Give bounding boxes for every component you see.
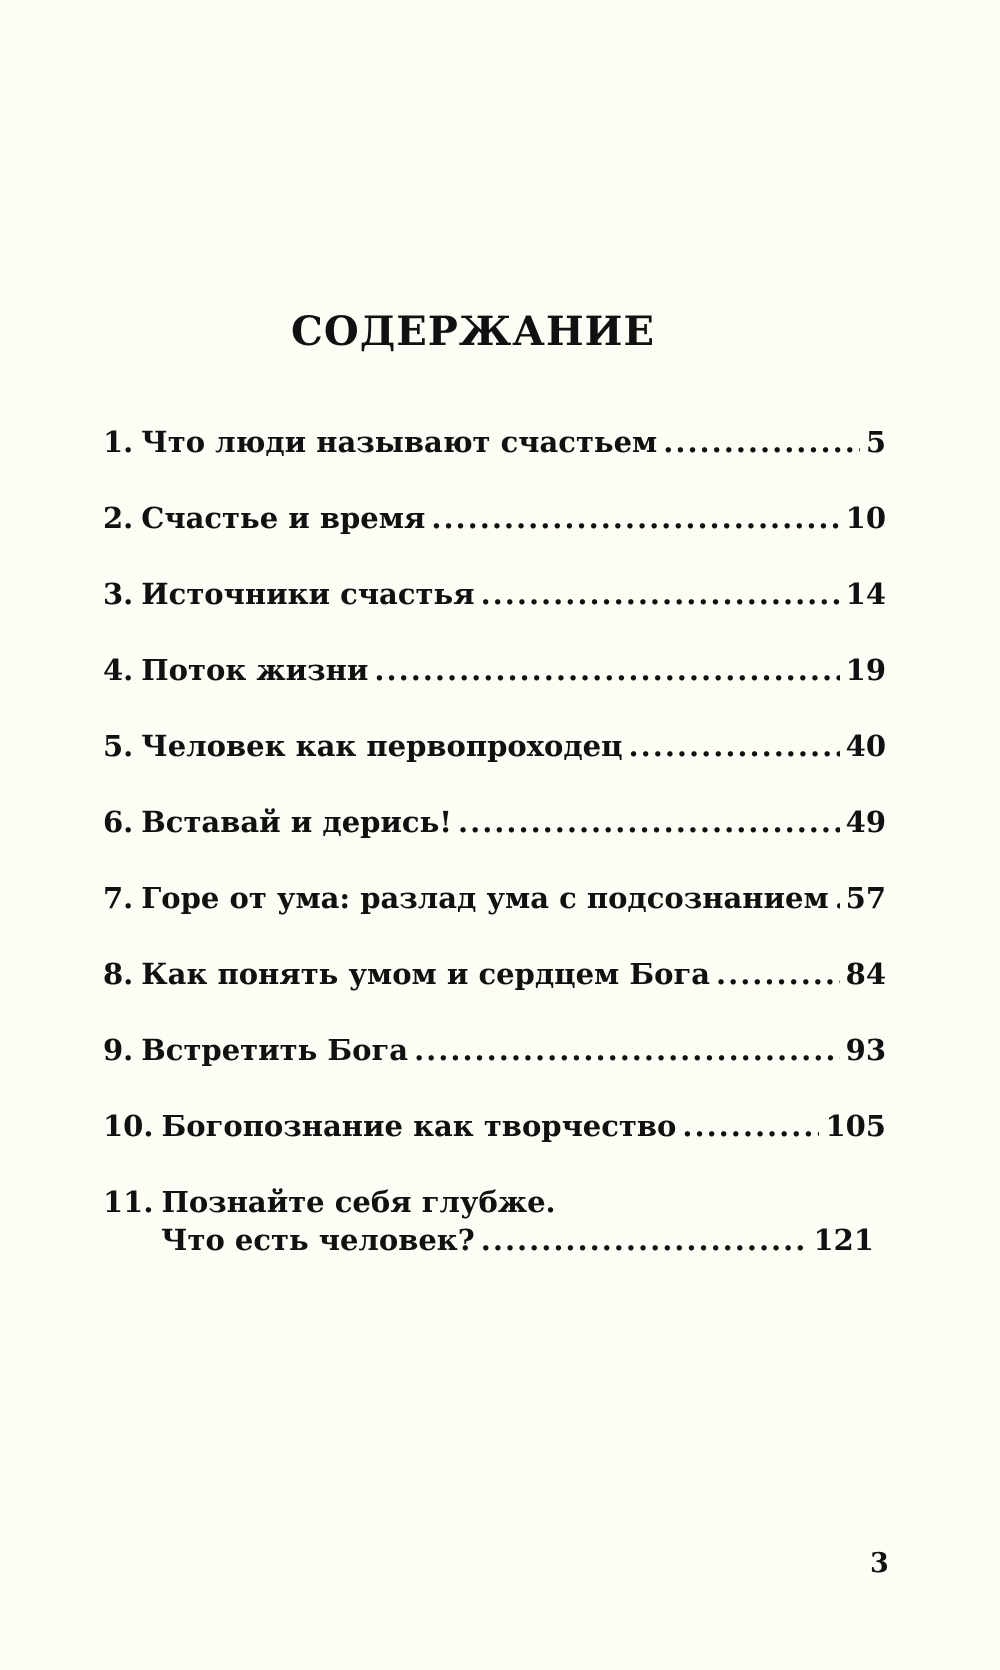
dot-leader (663, 425, 860, 459)
toc-entry (103, 957, 886, 1033)
entry-page: 93 (845, 1033, 886, 1067)
dot-leader (835, 881, 840, 915)
toc-entry (103, 1109, 886, 1185)
entry-title: Поток жизни (141, 653, 369, 687)
entry-page: 49 (845, 805, 886, 839)
entry-title: Встретить Бога (141, 1033, 409, 1067)
entry-page: 5 (865, 425, 886, 459)
table-of-contents (103, 425, 886, 1261)
dot-leader (458, 805, 840, 839)
toc-entry (103, 653, 886, 729)
entry-page: 105 (825, 1109, 886, 1143)
entry-title: Счастье и время (141, 501, 426, 535)
entry-number: 9. (103, 1033, 134, 1067)
dot-leader (481, 577, 840, 611)
entry-page: 57 (845, 881, 886, 915)
entry-page: 84 (845, 957, 886, 991)
toc-entry (103, 729, 886, 805)
entry-title: Богопознание как творчество (161, 1109, 677, 1143)
entry-number: 10. (103, 1109, 154, 1143)
entry-page: 14 (845, 577, 886, 611)
toc-entry (103, 881, 886, 957)
dot-leader (682, 1109, 819, 1143)
page-number: 3 (870, 1548, 889, 1579)
dot-leader (481, 1223, 808, 1257)
entry-page: 10 (845, 501, 886, 535)
toc-entry (103, 805, 886, 881)
entry-page: 40 (845, 729, 886, 763)
entry-title: Что люди называют счастьем (141, 425, 658, 459)
entry-page: 121 (813, 1223, 874, 1257)
toc-entry (103, 501, 886, 577)
entry-number: 7. (103, 881, 134, 915)
entry-title: Как понять умом и сердцем Бога (141, 957, 711, 991)
toc-entry (103, 1033, 886, 1109)
dot-leader (374, 653, 839, 687)
toc-entry (103, 1185, 886, 1261)
page-title: СОДЕРЖАНИЕ (291, 308, 655, 355)
entry-subtitle: Что есть человек? (161, 1223, 475, 1257)
entry-page: 19 (845, 653, 886, 687)
entry-title: Человек как первопроходец (141, 729, 623, 763)
entry-title: Источники счастья (141, 577, 475, 611)
entry-number: 8. (103, 957, 134, 991)
entry-number: 4. (103, 653, 134, 687)
entry-number: 2. (103, 501, 134, 535)
entry-number: 3. (103, 577, 134, 611)
entry-title: Горе от ума: разлад ума с подсознанием (141, 881, 829, 915)
entry-title: Вставай и дерись! (141, 805, 452, 839)
entry-number: 1. (103, 425, 134, 459)
entry-title: Познайте себя глубже. (161, 1185, 556, 1219)
toc-entry (103, 425, 886, 501)
entry-number: 6. (103, 805, 134, 839)
dot-leader (431, 501, 839, 535)
dot-leader (716, 957, 840, 991)
entry-number: 11. (103, 1185, 154, 1219)
dot-leader (414, 1033, 840, 1067)
entry-number: 5. (103, 729, 134, 763)
toc-entry (103, 577, 886, 653)
dot-leader (629, 729, 840, 763)
